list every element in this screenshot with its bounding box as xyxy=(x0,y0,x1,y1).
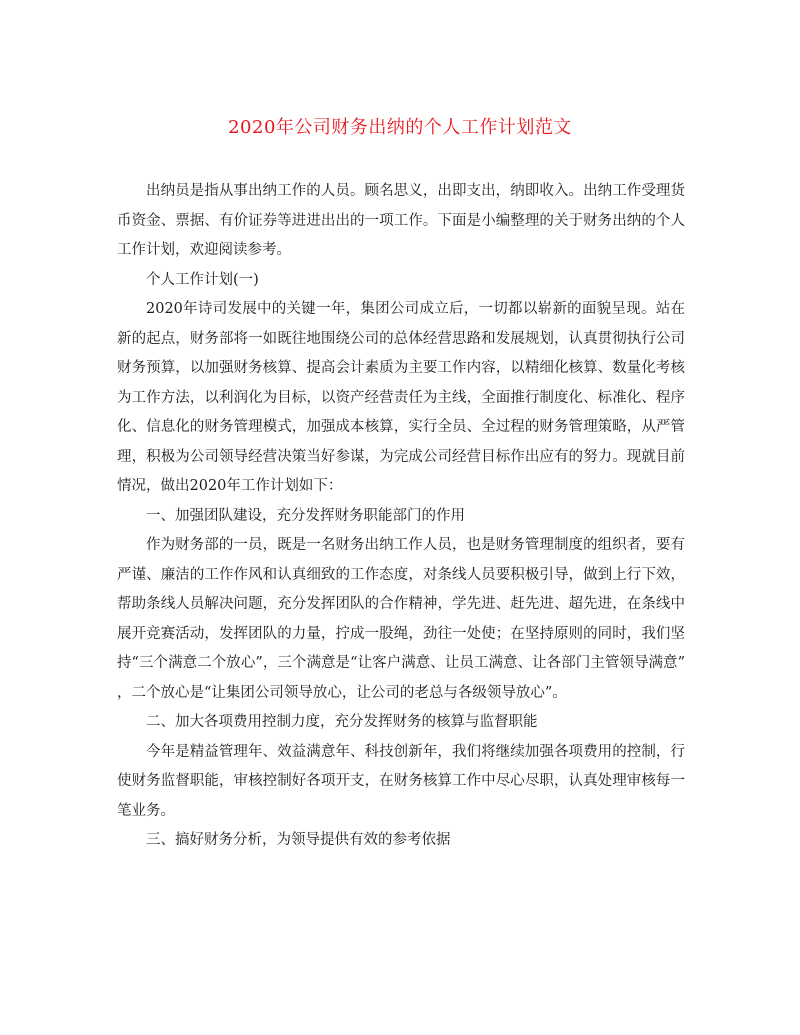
document-body xyxy=(117,177,685,856)
document-title: 2020年公司财务出纳的个人工作计划范文 xyxy=(228,117,572,138)
team-building-paragraph: 作为财务部的一员，既是一名财务出纳工作人员，也是财务管理制度的组织者，要有严谨、廉洁的工作作风和认真细致的工作态度，对条线人员要积极引导，做到上行下效，帮助条线人员解决问题，充分发挥团队的合作精神，学先进、赶先进、超先进，在条线中展开竞赛活动，发挥团队的力量，拧成一股绳，劲往一处使；在坚持原则的同时，我们坚持“三个满意二个放心”，三个满意是“让客户满意、让员工满意、让各部门主管领导满意”，二个放心是“让集团公司领导放心，让公司的老总与各级领导放心”。 xyxy=(117,537,685,701)
section-heading-cost-control: 二、加大各项费用控制力度，充分发挥财务的核算与监督职能 xyxy=(146,714,538,730)
section-heading-plan-one: 个人工作计划(一) xyxy=(146,271,259,288)
section-heading-team-building: 一、加强团队建设，充分发挥财务职能部门的作用 xyxy=(146,507,465,524)
intro-paragraph: 出纳员是指从事出纳工作的人员。顾名思义，出即支出，纳即收入。出纳工作受理货币资金、票据、有价证券等进进出出的一项工作。下面是小编整理的关于财务出纳的个人工作计划，欢迎阅读参考。 xyxy=(117,183,685,258)
plan-overview-paragraph: 2020年诗司发展中的关键一年，集团公司成立后，一切都以崭新的面貌呈现。站在新的起点，财务部将一如既往地围绕公司的总体经营思路和发展规划，认真贯彻执行公司财务预算，以加强财务核算、提高会计素质为主要工作内容，以精细化核算、数量化考核为工作方法，以利润化为目标，以资产经营责任为主线，全面推行制度化、标准化、程序化、信息化的财务管理模式，加强成本核算，实行全员、全过程的财务管理策略，从严管理，积极为公司领导经营决策当好参谋，为完成公司经营目标作出应有的努力。现就目前情况，做出2020年工作计划如下： xyxy=(117,301,685,494)
cost-control-paragraph: 今年是精益管理年、效益满意年、科技创新年，我们将继续加强各项费用的控制，行使财务监督职能，审核控制好各项开支，在财务核算工作中尽心尽职，认真处理审核每一笔业务。 xyxy=(117,743,685,819)
section-heading-financial-analysis: 三、搞好财务分析，为领导提供有效的参考依据 xyxy=(146,832,451,848)
